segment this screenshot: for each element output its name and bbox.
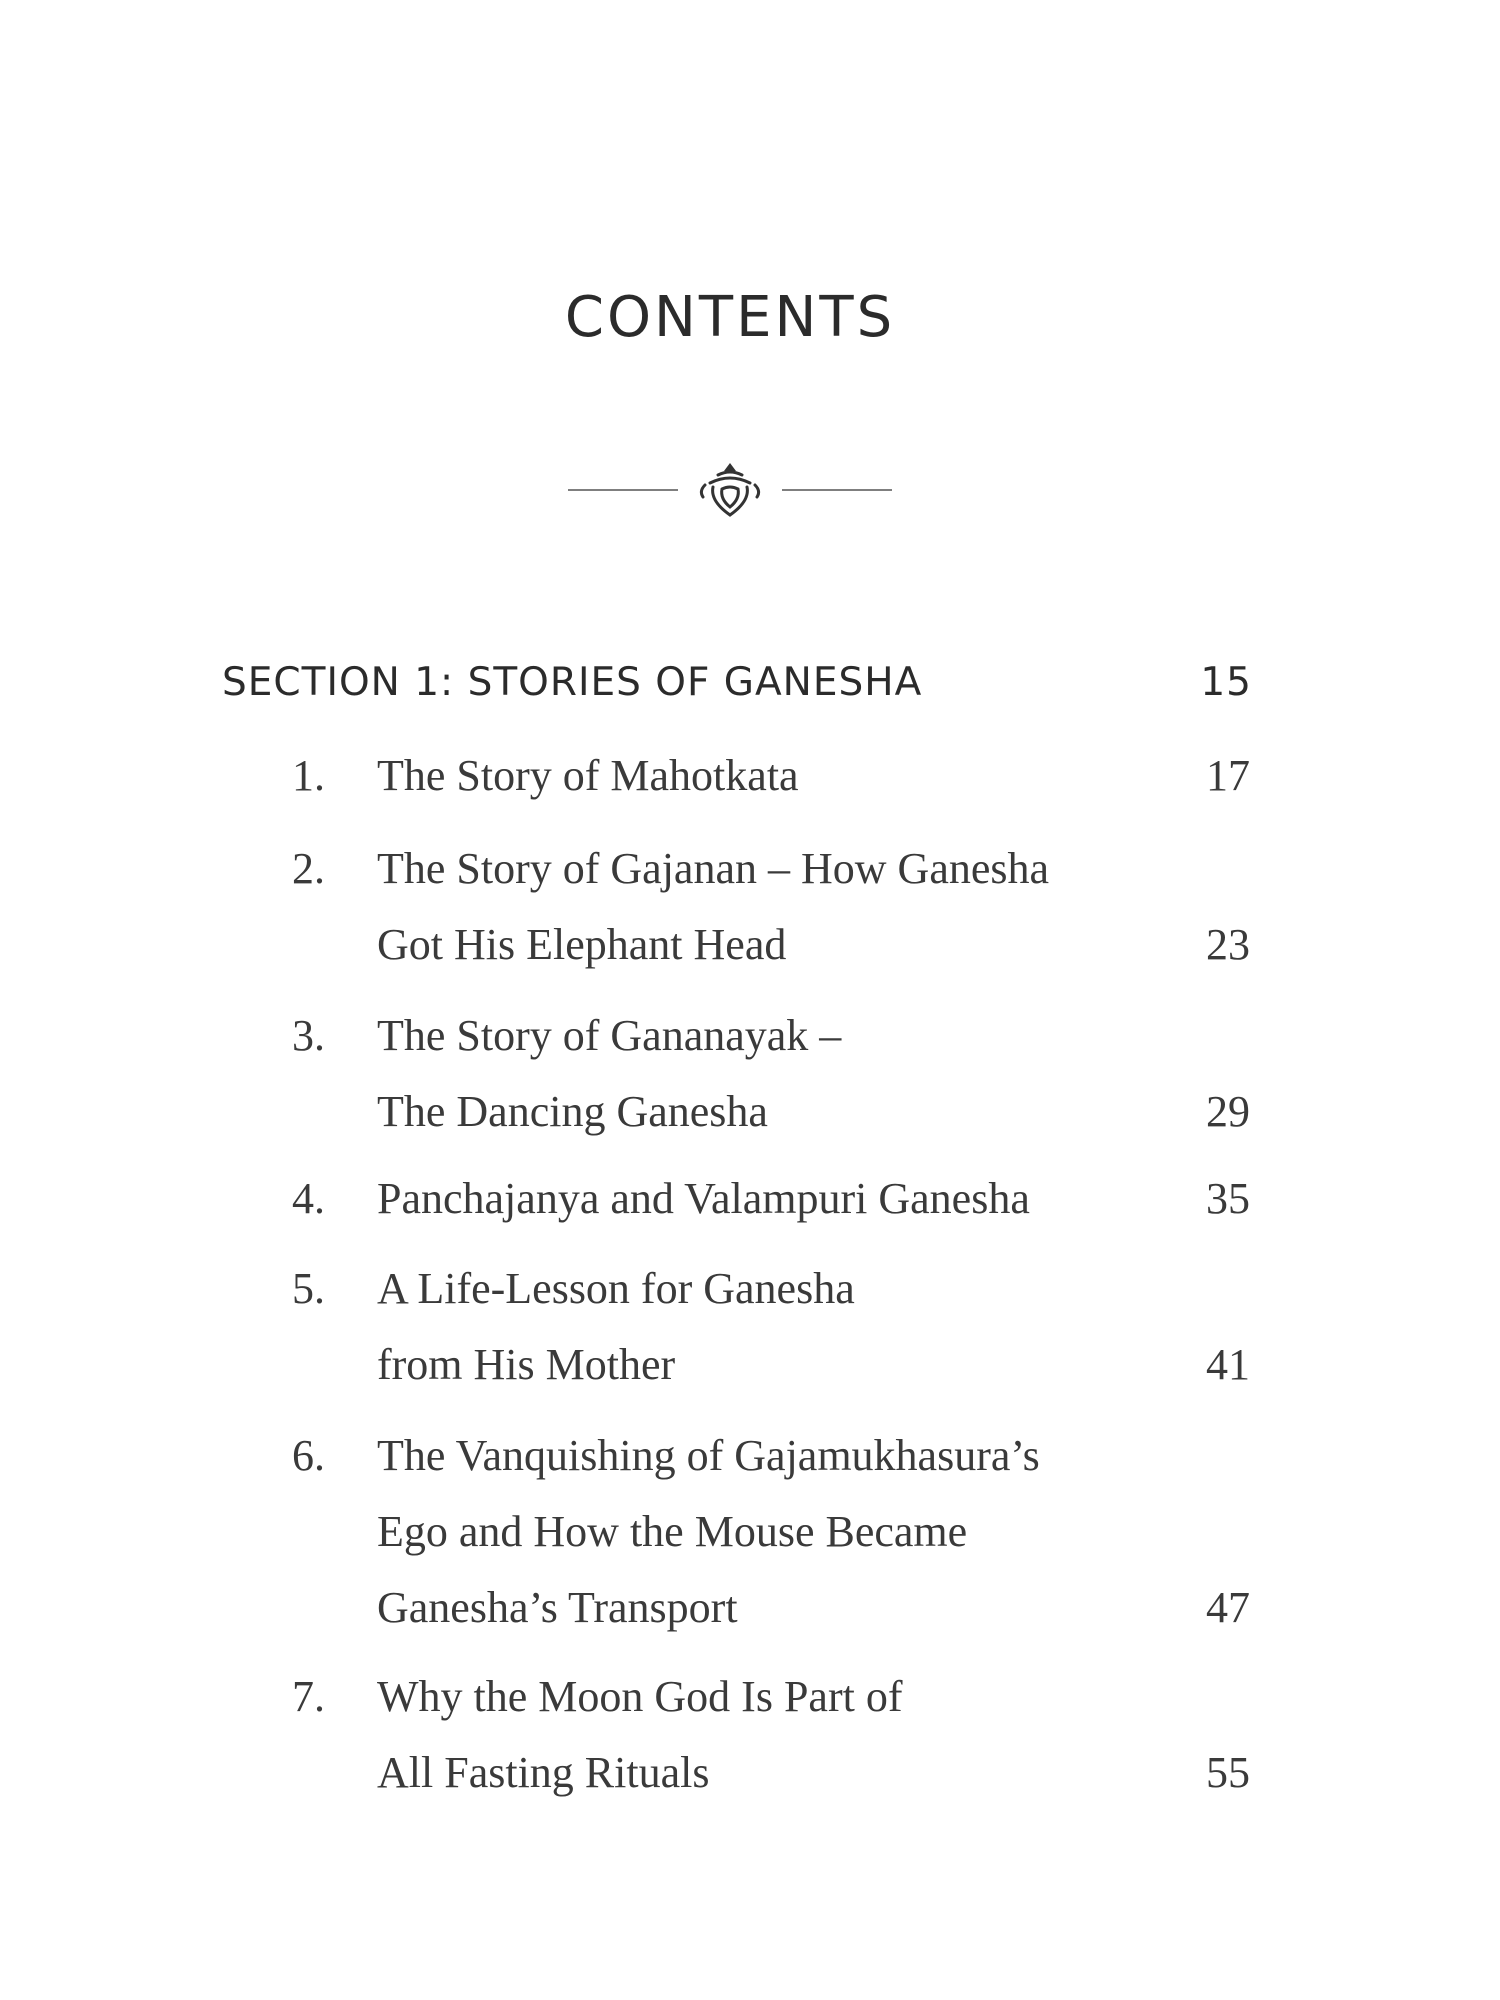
entry-title-line: Got His Elephant Head: [377, 920, 787, 969]
entry-title-line: from His Mother: [377, 1340, 676, 1389]
entry-number: 2.: [292, 844, 325, 893]
entry-number: 4.: [292, 1174, 325, 1223]
section-heading-row[interactable]: [222, 660, 1252, 720]
entry-title-line: Ego and How the Mouse Became: [377, 1507, 968, 1556]
entry-title-line: The Story of Gajanan – How Ganesha: [377, 844, 1050, 893]
entry-title-line: Ganesha’s Transport: [377, 1583, 738, 1632]
entry-title-line: The Vanquishing of Gajamukhasura’s: [377, 1431, 1040, 1480]
entry-page-number: 35: [1206, 1174, 1250, 1223]
entry-title-line: Why the Moon God Is Part of: [377, 1672, 903, 1721]
entry-title-line: The Story of Gananayak –: [377, 1011, 842, 1060]
entry-number: 6.: [292, 1431, 325, 1480]
page-title: CONTENTS: [564, 285, 896, 350]
entry-title-line: A Life-Lesson for Ganesha: [377, 1264, 855, 1313]
entry-page-number: 29: [1206, 1087, 1250, 1136]
entry-title-line: The Dancing Ganesha: [377, 1087, 768, 1136]
section-page-number: 15: [1200, 660, 1252, 705]
entry-title-line: All Fasting Rituals: [377, 1748, 710, 1797]
entry-number: 3.: [292, 1011, 325, 1060]
conch-shell-icon: [701, 463, 758, 515]
entry-number: 5.: [292, 1264, 325, 1313]
entry-number: 7.: [292, 1672, 325, 1721]
entry-page-number: 55: [1206, 1748, 1250, 1797]
entry-page-number: 23: [1206, 920, 1250, 969]
entry-title-line: Panchajanya and Valampuri Ganesha: [377, 1174, 1030, 1223]
entry-page-number: 17: [1206, 751, 1250, 800]
entry-page-number: 47: [1206, 1583, 1250, 1632]
entry-title-line: The Story of Mahotkata: [377, 751, 799, 800]
entry-number: 1.: [292, 751, 325, 800]
ornament-divider: [560, 455, 900, 525]
section-title: SECTION 1: STORIES OF GANESHA: [222, 660, 923, 705]
entry-page-number: 41: [1206, 1340, 1250, 1389]
